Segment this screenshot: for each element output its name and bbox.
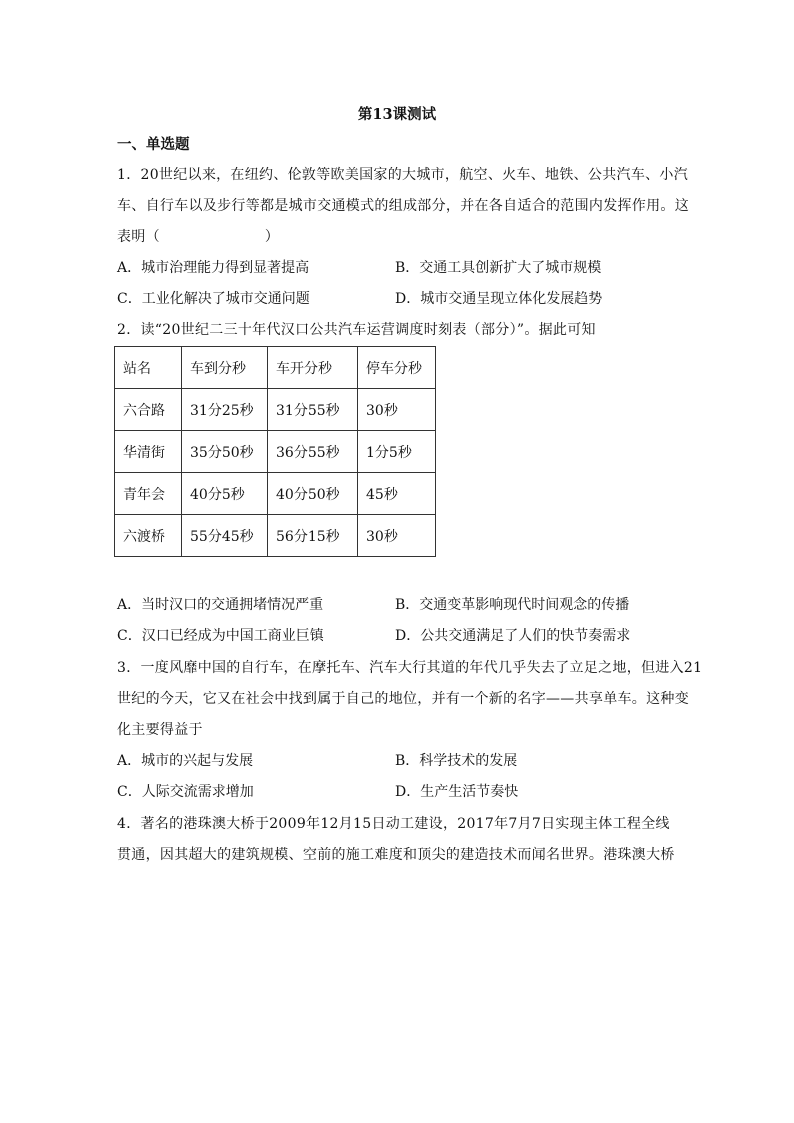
- table-cell: 56分15秒: [268, 515, 358, 557]
- table-cell: 30秒: [358, 389, 436, 431]
- table-header-cell: 停车分秒: [358, 347, 436, 389]
- table-header-cell: 车到分秒: [182, 347, 268, 389]
- table-row: [115, 389, 436, 431]
- page-title: 第13课测试: [357, 106, 437, 123]
- table-cell: 1分5秒: [358, 431, 436, 473]
- q2-option-b[interactable]: B．交通变革影响现代时间观念的传播: [395, 597, 630, 613]
- q1-option-a[interactable]: A．城市治理能力得到显著提高: [117, 260, 310, 276]
- q1-option-b[interactable]: B．交通工具创新扩大了城市规模: [395, 260, 602, 276]
- table-row: [115, 515, 436, 557]
- q2-option-a[interactable]: A．当时汉口的交通拥堵情况严重: [117, 597, 324, 613]
- table-cell: 31分25秒: [182, 389, 268, 431]
- q2-option-d[interactable]: D．公共交通满足了人们的快节奏需求: [395, 628, 631, 644]
- table-row: [115, 431, 436, 473]
- table-header-row: [115, 347, 436, 389]
- q3-option-d[interactable]: D．生产生活节奏快: [395, 784, 519, 800]
- table-header-cell: 车开分秒: [268, 347, 358, 389]
- schedule-table: [114, 346, 436, 557]
- table-row: [115, 473, 436, 515]
- table-cell: 40分5秒: [182, 473, 268, 515]
- q3-stem-line2: 世纪的今天，它又在社会中找到属于自己的地位，并有一个新的名字——共享单车。这种变: [117, 691, 689, 707]
- q3-option-c[interactable]: C．人际交流需求增加: [117, 784, 254, 800]
- section-heading: 一、单选题: [117, 136, 190, 153]
- q3-option-a[interactable]: A．城市的兴起与发展: [117, 753, 254, 769]
- q1-option-c[interactable]: C．工业化解决了城市交通问题: [117, 291, 310, 307]
- table-header-cell: 站名: [115, 347, 182, 389]
- q3-stem-line3: 化主要得益于: [117, 722, 203, 738]
- q2-option-c[interactable]: C．汉口已经成为中国工商业巨镇: [117, 628, 324, 644]
- table-cell: 青年会: [115, 473, 182, 515]
- table-cell: 45秒: [358, 473, 436, 515]
- q4-stem-line2: 贯通，因其超大的建筑规模、空前的施工难度和顶尖的建造技术而闻名世界。港珠澳大桥: [117, 847, 675, 863]
- q1-stem-line1: 1．20世纪以来，在纽约、伦敦等欧美国家的大城市，航空、火车、地铁、公共汽车、小汽: [117, 167, 689, 183]
- table-cell: 36分55秒: [268, 431, 358, 473]
- q4-stem-line1: 4．著名的港珠澳大桥于2009年12月15日动工建设，2017年7月7日实现主体工程全线: [117, 816, 670, 832]
- table-cell: 六合路: [115, 389, 182, 431]
- q1-stem-line3-start: 表明（: [117, 229, 160, 245]
- q1-stem-line3-end: ）: [264, 229, 280, 245]
- table-cell: 35分50秒: [182, 431, 268, 473]
- q2-stem: 2．读“20世纪二三十年代汉口公共汽车运营调度时刻表（部分）”。据此可知: [117, 322, 596, 338]
- table-cell: 华清街: [115, 431, 182, 473]
- q1-option-d[interactable]: D．城市交通呈现立体化发展趋势: [395, 291, 603, 307]
- q3-option-b[interactable]: B．科学技术的发展: [395, 753, 518, 769]
- table-cell: 31分55秒: [268, 389, 358, 431]
- table-cell: 40分50秒: [268, 473, 358, 515]
- table-cell: 六渡桥: [115, 515, 182, 557]
- q3-stem-line1: 3．一度风靡中国的自行车，在摩托车、汽车大行其道的年代几乎失去了立足之地，但进入21: [117, 660, 703, 676]
- table-cell: 55分45秒: [182, 515, 268, 557]
- q1-stem-line2: 车、自行车以及步行等都是城市交通模式的组成部分，并在各自适合的范围内发挥作用。这: [117, 198, 689, 214]
- q1-stem-line3: [117, 227, 687, 247]
- table-cell: 30秒: [358, 515, 436, 557]
